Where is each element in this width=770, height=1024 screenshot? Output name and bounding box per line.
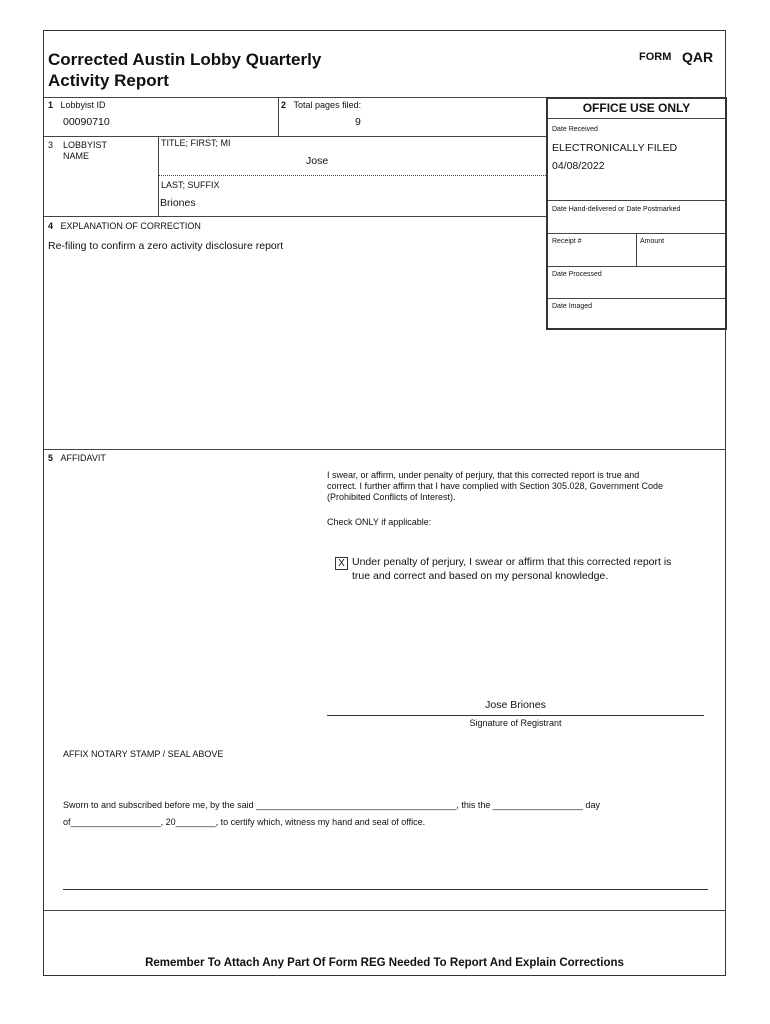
form-title-line2: Activity Report — [48, 71, 169, 90]
office-divider-4 — [548, 298, 725, 299]
section4-label: 4 EXPLANATION OF CORRECTION — [48, 221, 201, 231]
section3-label-divider — [158, 136, 159, 216]
receipt-label: Receipt # — [552, 238, 582, 245]
signature-label: Signature of Registrant — [469, 718, 562, 728]
total-pages-value: 9 — [355, 116, 361, 128]
date-received-label: Date Received — [552, 126, 598, 133]
last-name-label: LAST; SUFFIX — [161, 180, 220, 190]
lobbyist-id-value: 00090710 — [63, 116, 110, 128]
date-imaged-label: Date Imaged — [552, 303, 593, 310]
amount-label: Amount — [640, 238, 665, 245]
notary-signature-line — [63, 889, 708, 890]
first-name-value: Jose — [306, 155, 329, 167]
section3-top-line — [43, 136, 546, 137]
first-name-label: TITLE; FIRST; MI — [161, 138, 231, 148]
header-divider — [43, 97, 546, 98]
form-code: QAR — [682, 49, 714, 65]
oath-line2: correct. I further affirm that I have complied with Section 305.028, Government Code — [327, 481, 664, 491]
date-processed-label: Date Processed — [552, 271, 602, 278]
oath-line3: (Prohibited Conflicts of Interest). — [327, 492, 456, 502]
section5-top-line — [43, 449, 726, 450]
section2-label: 2 Total pages filed: — [281, 100, 362, 110]
form-prefix: FORM — [639, 51, 672, 63]
oath-line1: I swear, or affirm, under penalty of perjury, that this corrected report is true and — [327, 470, 640, 480]
receipt-amount-divider — [636, 233, 637, 266]
office-use-title: OFFICE USE ONLY — [582, 101, 691, 115]
section4-top-line — [43, 216, 546, 217]
signature-line — [327, 715, 704, 716]
office-divider-3 — [548, 266, 725, 267]
affirmation-checkbox[interactable]: X — [335, 557, 348, 570]
footer-reminder: Remember To Attach Any Part Of Form REG Needed To Report And Explain Corrections — [145, 957, 624, 969]
notary-stamp-label: AFFIX NOTARY STAMP / SEAL ABOVE — [63, 749, 224, 759]
section1-label: 1 Lobbyist ID — [48, 100, 106, 110]
correction-explanation: Re-filing to confirm a zero activity disclosure report — [48, 240, 284, 252]
lobbyist-name-label-line2: NAME — [63, 151, 90, 161]
form-title-line1: Corrected Austin Lobby Quarterly — [48, 50, 322, 69]
office-use-box — [546, 97, 727, 330]
lobbyist-name-label-line1: LOBBYIST — [63, 140, 108, 150]
filed-status: ELECTRONICALLY FILED — [552, 142, 678, 154]
sworn-statement-line1: Sworn to and subscribed before me, by the said ________________________________________, this the __________________ day — [63, 800, 600, 810]
sworn-statement-line2: of__________________, 20________, to certify which, witness my hand and seal of office. — [63, 817, 426, 827]
filed-date: 04/08/2022 — [552, 160, 605, 172]
check-instruction: Check ONLY if applicable: — [327, 517, 432, 527]
last-name-value: Briones — [160, 197, 196, 209]
section5-label: 5 AFFIDAVIT — [48, 453, 106, 463]
section1-2-divider — [278, 97, 279, 136]
office-title-divider — [548, 118, 725, 119]
office-divider-1 — [548, 200, 725, 201]
name-dotted-divider — [158, 175, 546, 176]
affirmation-text-line2: true and correct and based on my personal knowledge. — [352, 570, 609, 582]
section3-number: 3 — [48, 140, 54, 150]
signature-name: Jose Briones — [485, 699, 546, 711]
affirmation-text-line1: Under penalty of perjury, I swear or affirm that this corrected report is — [352, 556, 672, 568]
footer-top-line — [43, 910, 726, 911]
hand-delivered-label: Date Hand-delivered or Date Postmarked — [552, 206, 681, 213]
